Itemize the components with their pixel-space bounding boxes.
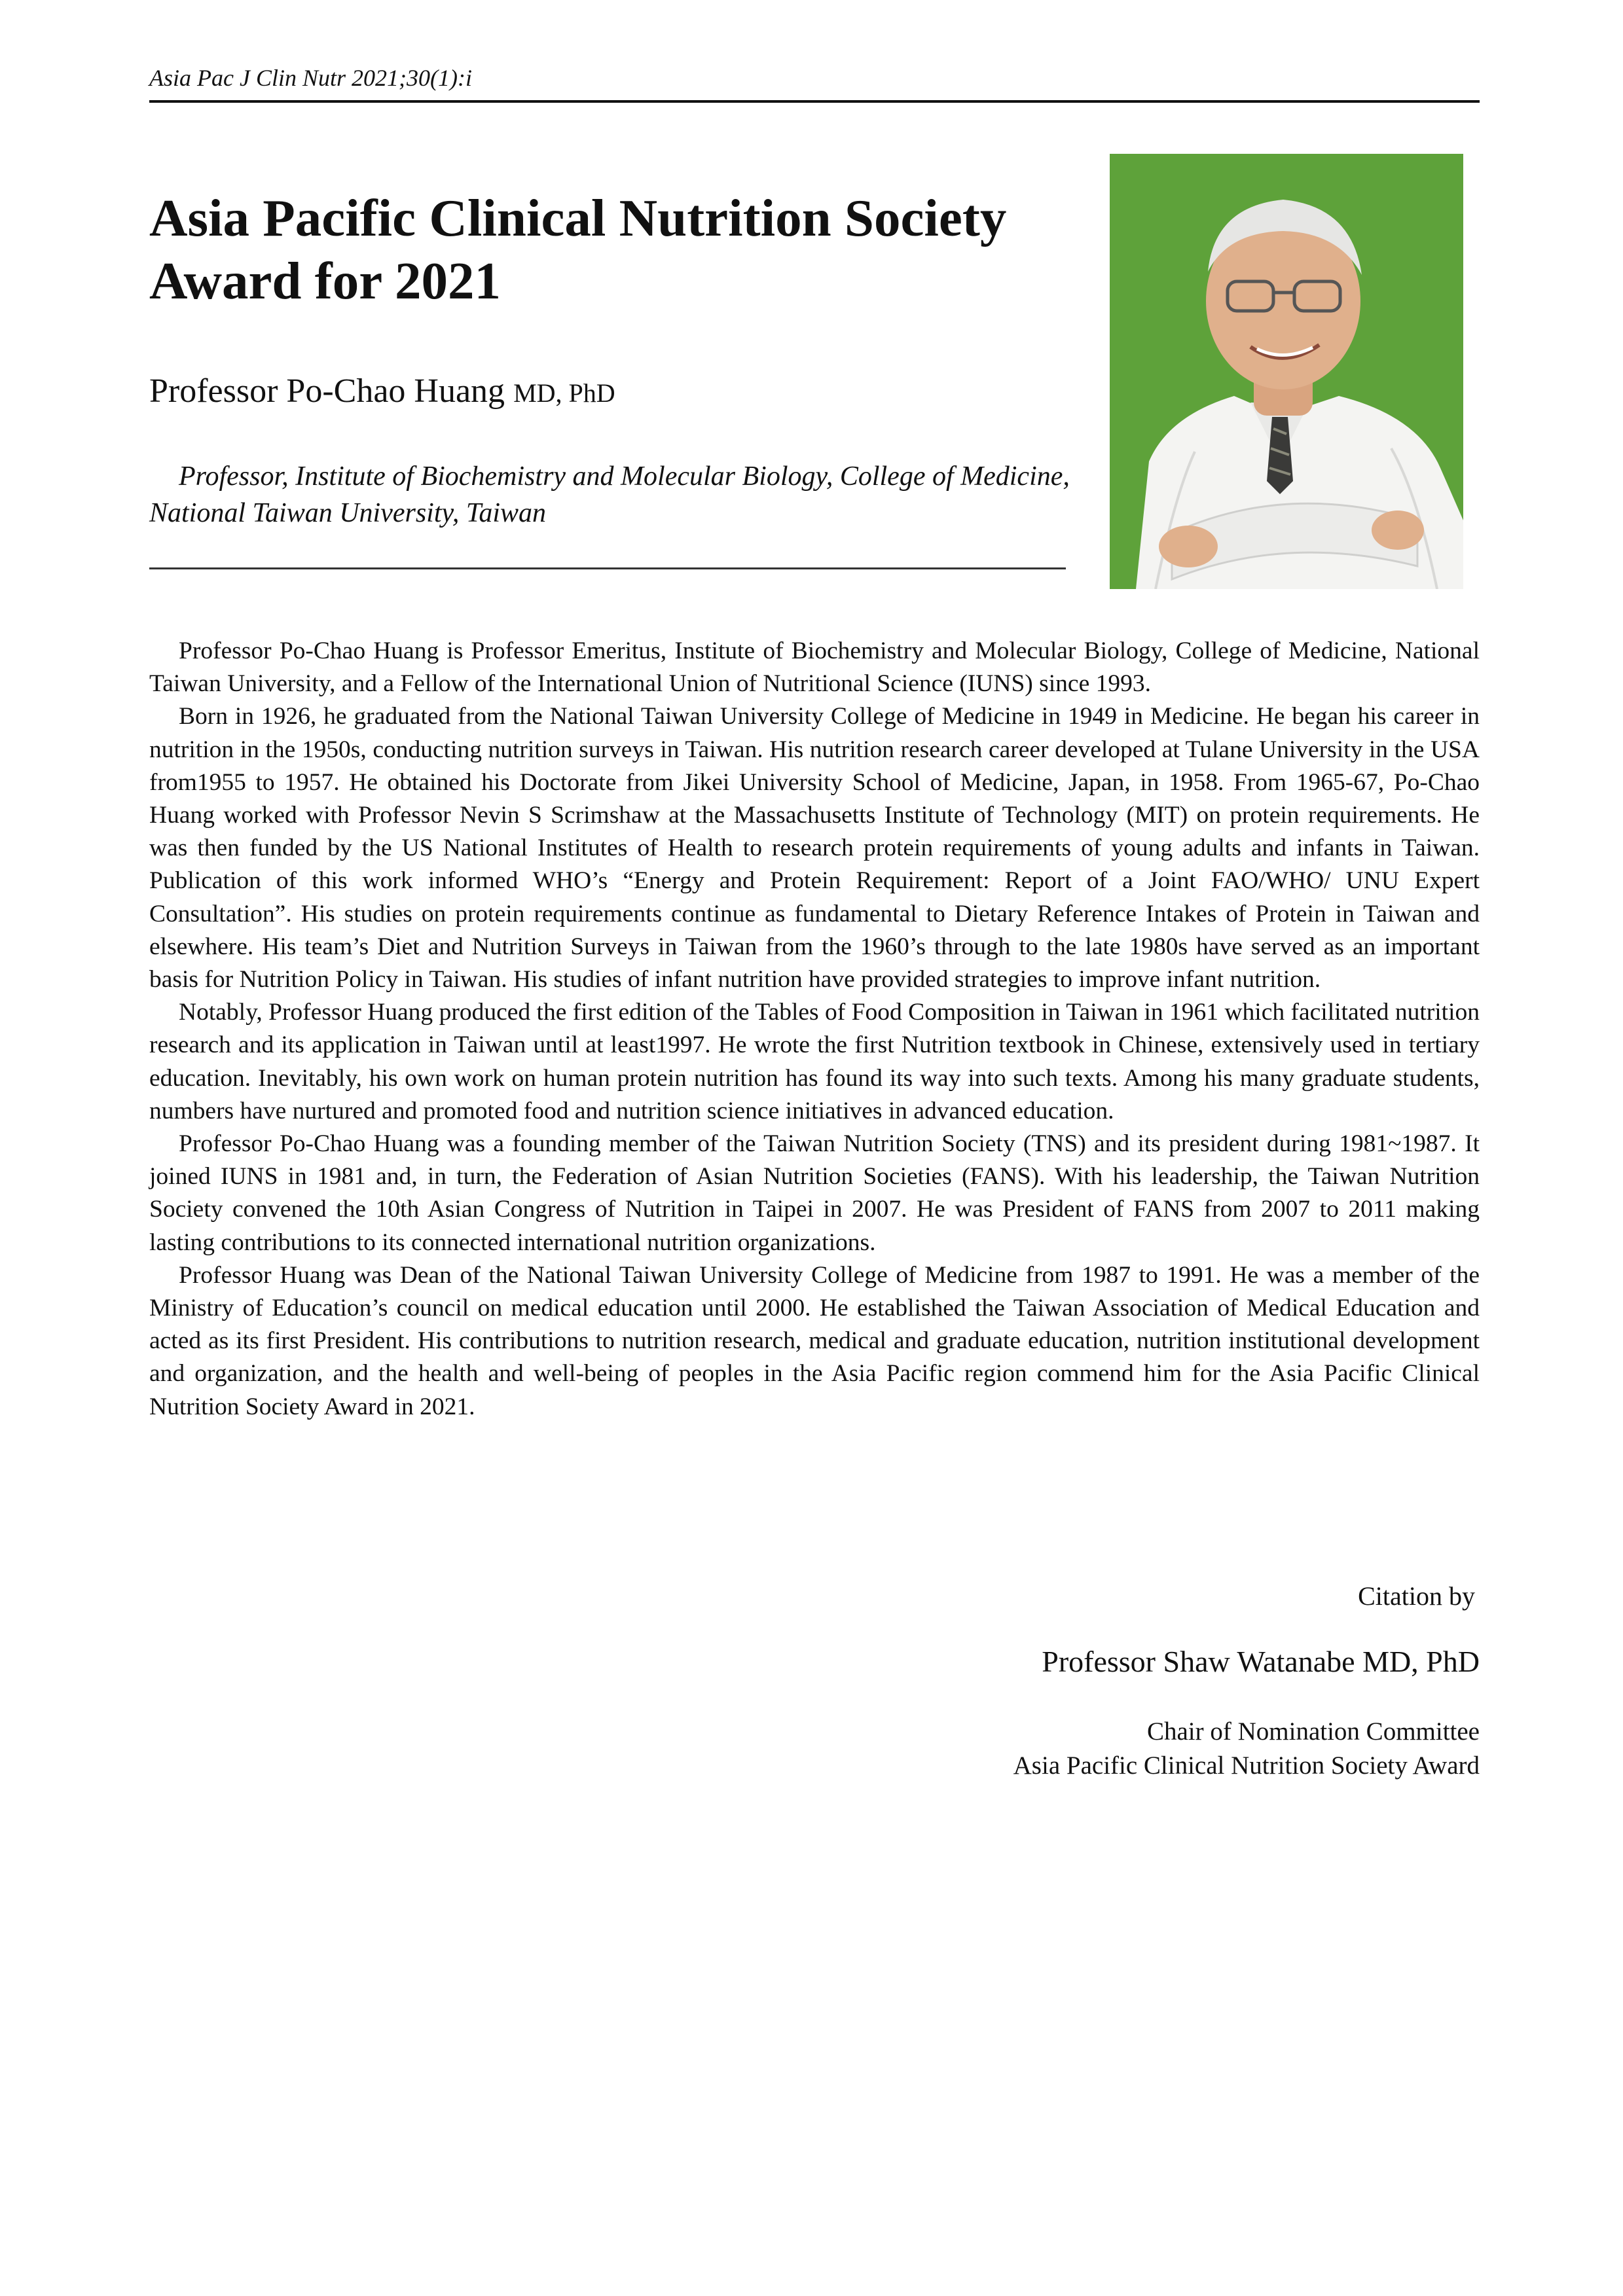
page-title bbox=[149, 187, 1066, 312]
title-line-1: Asia Pacific Clinical Nutrition Society bbox=[149, 188, 1007, 247]
title-line-2: Award for 2021 bbox=[149, 251, 501, 310]
body-paragraph: Professor Huang was Dean of the National Taiwan University College of Medicine from 1987 to 1991. He was a member of the Ministry of Education’s council on medical education until 2000. He established the Taiwan Association of Medical Education and acted as its first President. His contributions to nutrition research, medical and graduate education, nutrition institutional development and organization, and the health and well-being of peoples in the Asia Pacific region commend him for the Asia Pacific Clinical Nutrition Society Award in 2021. bbox=[149, 1261, 1480, 1420]
body-paragraph: Notably, Professor Huang produced the first edition of the Tables of Food Composition in Taiwan in 1961 which facilitated nutrition research and its application in Taiwan until at least1997. He wrote the first Nutrition textbook in Chinese, extensively used in tertiary education. Inevitably, his own work on human protein nutrition has found its way into such texts. Among his many graduate students, numbers have nurtured and promoted food and nutrition science initiatives in advanced education. bbox=[149, 999, 1480, 1124]
body-paragraph: Born in 1926, he graduated from the National Taiwan University College of Medicine in 1949 in Medicine. He began his career in nutrition in the 1950s, conducting nutrition surveys in Taiwan. His nutrition research career developed at Tulane University in the USA from1955 to 1957. He obtained his Doctorate from Jikei University School of Medicine, Japan, in 1958. From 1965-67, Po-Chao Huang worked with Professor Nevin S Scrimshaw at the Massachusetts Institute of Technology (MIT) on protein requirements. He was then funded by the US National Institutes of Health to research protein requirements of young adults and infants in Taiwan. Publication of this work informed WHO’s “Energy and Protein Requirement: Report of a Joint FAO/WHO/ UNU Expert Consultation”. His studies on protein requirements continue as fundamental to Dietary Reference Intakes of Protein in Taiwan and elsewhere. His team’s Diet and Nutrition Surveys in Taiwan from the 1960’s through to the late 1980s have served as an important basis for Nutrition Policy in Taiwan. His studies of infant nutrition have provided strategies to improve infant nutrition. bbox=[149, 703, 1480, 994]
author-name: Professor Po-Chao Huang bbox=[149, 372, 505, 410]
citation-body bbox=[149, 635, 1480, 1424]
citation-author-name: Professor Shaw Watanabe MD, PhD bbox=[1042, 1645, 1480, 1678]
author-line bbox=[149, 372, 615, 410]
citation-role-line-1: Chair of Nomination Committee bbox=[1146, 1717, 1480, 1746]
citation-author-role bbox=[1013, 1715, 1480, 1783]
citation-by-label: Citation by bbox=[1358, 1581, 1475, 1611]
section-rule bbox=[149, 567, 1066, 569]
running-head: Asia Pac J Clin Nutr 2021;30(1):i bbox=[149, 65, 472, 91]
author-degrees: MD, PhD bbox=[513, 378, 615, 408]
author-affiliation: Professor, Institute of Biochemistry and Molecular Biology, College of Medicine, National Taiwan University, Taiwan bbox=[149, 461, 1070, 528]
header-rule bbox=[149, 100, 1480, 103]
portrait-photo bbox=[1110, 154, 1463, 589]
body-paragraph: Professor Po-Chao Huang was a founding member of the Taiwan Nutrition Society (TNS) and its president during 1981~1987. It joined IUNS in 1981 and, in turn, the Federation of Asian Nutrition Societies (FANS). With his leadership, the Taiwan Nutrition Society convened the 10th Asian Congress of Nutrition in Taipei in 2007. He was President of FANS from 2007 to 2011 making lasting contributions to its connected international nutrition organizations. bbox=[149, 1130, 1480, 1256]
body-paragraph: Professor Po-Chao Huang is Professor Emeritus, Institute of Biochemistry and Molecular Biology, College of Medicine, National Taiwan University, and a Fellow of the International Union of Nutritional Science (IUNS) since 1993. bbox=[149, 637, 1480, 698]
citation-role-line-2: Asia Pacific Clinical Nutrition Society Award bbox=[1013, 1751, 1480, 1780]
